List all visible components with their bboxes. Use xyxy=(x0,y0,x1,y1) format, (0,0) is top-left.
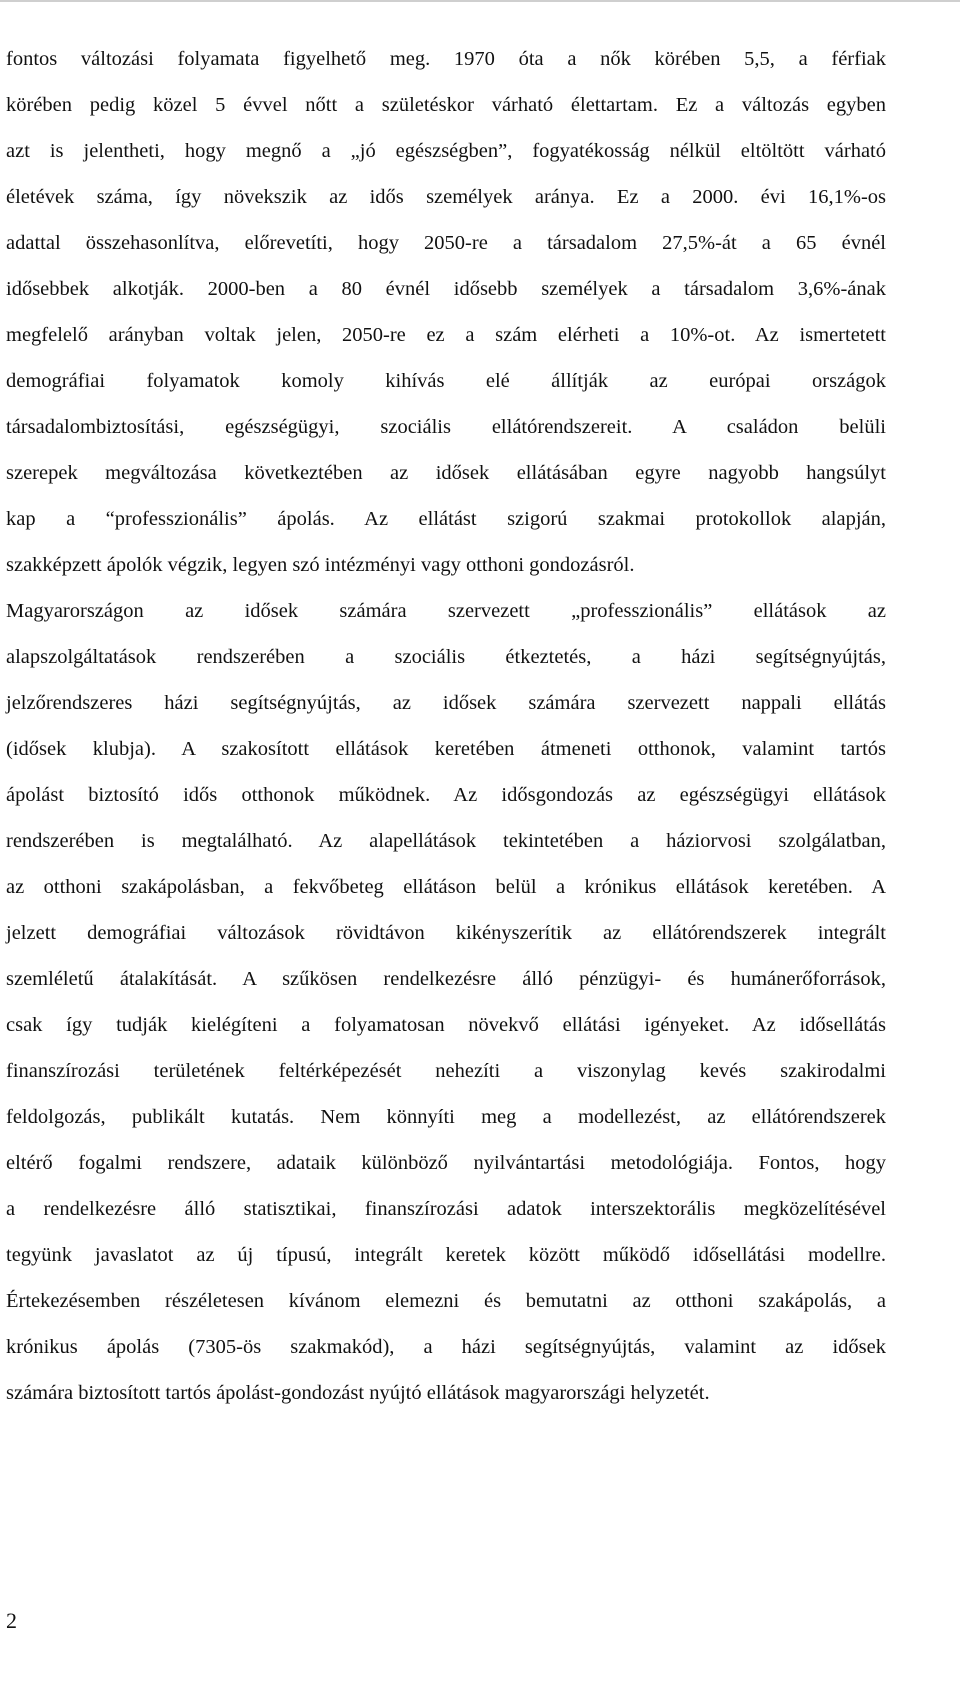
text-line: rendszerében is megtalálható. Az alapellátások tekintetében a háziorvosi szolgálatban, xyxy=(6,830,886,852)
text-line: szerepek megváltozása következtében az idősek ellátásában egyre nagyobb hangsúlyt xyxy=(6,462,886,484)
text-line: megfelelő arányban voltak jelen, 2050-re ez a szám elérheti a 10%-ot. Az ismertetett xyxy=(6,324,886,346)
text-line: feldolgozás, publikált kutatás. Nem könnyíti meg a modellezést, az ellátórendszerek xyxy=(6,1106,886,1128)
text-line: azt is jelentheti, hogy megnő a „jó egészségben”, fogyatékosság nélkül eltöltött várható xyxy=(6,140,886,162)
page-body xyxy=(6,36,886,1416)
text-line: eltérő fogalmi rendszere, adataik különböző nyilvántartási metodológiája. Fontos, hogy xyxy=(6,1152,886,1174)
text-line: szemléletű átalakítását. A szűkösen rendelkezésre álló pénzügyi- és humánerőforrások, xyxy=(6,968,886,990)
text-line: (idősek klubja). A szakosított ellátások keretében átmeneti otthonok, valamint tartós xyxy=(6,738,886,760)
text-line: életévek száma, így növekszik az idős személyek aránya. Ez a 2000. évi 16,1%-os xyxy=(6,186,886,208)
text-line: kap a “professzionális” ápolás. Az ellátást szigorú szakmai protokollok alapján, xyxy=(6,508,886,530)
text-line: adattal összehasonlítva, előrevetíti, hogy 2050-re a társadalom 27,5%-át a 65 évnél xyxy=(6,232,886,254)
text-line: szakképzett ápolók végzik, legyen szó intézményi vagy otthoni gondozásról. xyxy=(6,554,635,576)
text-line: finanszírozási területének feltérképezését nehezíti a viszonylag kevés szakirodalmi xyxy=(6,1060,886,1082)
text-line: körében pedig közel 5 évvel nőtt a születéskor várható élettartam. Ez a változás egyben xyxy=(6,94,886,116)
text-line: krónikus ápolás (7305-ös szakmakód), a házi segítségnyújtás, valamint az idősek xyxy=(6,1336,886,1358)
page-number: 2 xyxy=(6,1608,17,1633)
text-line: jelzett demográfiai változások rövidtávon kikényszerítik az ellátórendszerek integrált xyxy=(6,922,886,944)
text-line: demográfiai folyamatok komoly kihívás elé állítják az európai országok xyxy=(6,370,886,392)
text-line: ápolást biztosító idős otthonok működnek. Az idősgondozás az egészségügyi ellátások xyxy=(6,784,886,806)
text-line: társadalombiztosítási, egészségügyi, szociális ellátórendszereit. A családon belüli xyxy=(6,416,886,438)
text-line: idősebbek alkotják. 2000-ben a 80 évnél idősebb személyek a társadalom 3,6%-ának xyxy=(6,278,886,300)
text-line: alapszolgáltatások rendszerében a szociális étkeztetés, a házi segítségnyújtás, xyxy=(6,646,886,668)
text-line: számára biztosított tartós ápolást-gondozást nyújtó ellátások magyarországi helyzetét. xyxy=(6,1382,710,1404)
text-line: jelzőrendszeres házi segítségnyújtás, az idősek számára szervezett nappali ellátás xyxy=(6,692,886,714)
text-line: Értekezésemben részéletesen kívánom elemezni és bemutatni az otthoni szakápolás, a xyxy=(6,1290,886,1312)
text-line: fontos változási folyamata figyelhető meg. 1970 óta a nők körében 5,5, a férfiak xyxy=(6,48,886,70)
text-line: Magyarországon az idősek számára szervezett „professzionális” ellátások az xyxy=(6,600,886,622)
text-line: a rendelkezésre álló statisztikai, finanszírozási adatok interszektorális megközelítésével xyxy=(6,1198,886,1220)
text-line: az otthoni szakápolásban, a fekvőbeteg ellátáson belül a krónikus ellátások keretében. A xyxy=(6,876,886,898)
text-line: csak így tudják kielégíteni a folyamatosan növekvő ellátási igényeket. Az idősellátás xyxy=(6,1014,886,1036)
text-line: tegyünk javaslatot az új típusú, integrált keretek között működő idősellátási modellre. xyxy=(6,1244,886,1266)
top-rule xyxy=(0,0,960,2)
